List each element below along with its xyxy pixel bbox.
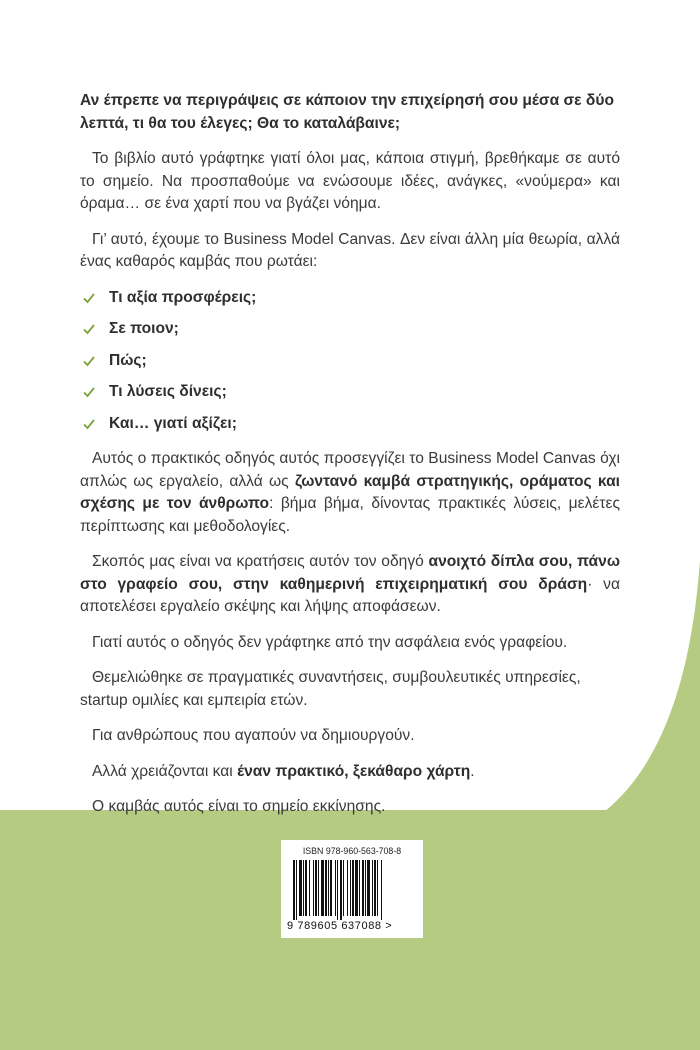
barcode-bars <box>293 860 411 920</box>
list-item: Τι λύσεις δίνεις; <box>80 381 620 404</box>
barcode-digits: 9 789605 637088 > <box>287 920 393 932</box>
paragraph-9: Ο καμβάς αυτός είναι το σημείο εκκίνησης. <box>92 798 386 815</box>
check-icon <box>83 418 95 430</box>
check-icon <box>83 292 95 304</box>
check-icon <box>83 386 95 398</box>
paragraph-6: Θεμελιώθηκε σε πραγματικές συναντήσεις, συμβουλευτικές υπηρεσίες, startup ομιλίες και εμπειρία ετών. <box>80 669 581 709</box>
paragraph-4: Σκοπός μας είναι να κρατήσεις αυτόν τον οδηγό ανοιχτό δίπλα σου, πάνω στο γραφείο σου, στην καθημερινή επιχειρηματική σου δράση· να αποτελέσει εργαλείο σκέψης και λήψης αποφάσεων. <box>80 553 620 615</box>
isbn-label: ISBN 978-960-563-708-8 <box>302 846 402 856</box>
paragraph-8: Αλλά χρειάζονται και έναν πρακτικό, ξεκάθαρο χάρτη. <box>92 762 475 780</box>
intro-question: Αν έπρεπε να περιγράψεις σε κάποιον την επιχείρησή σου μέσα σε δύο λεπτά, τι θα του έλεγες; Θα το καταλάβαινε; <box>80 92 614 132</box>
paragraph-3: Αυτός ο πρακτικός οδηγός αυτός προσεγγίζει το Business Model Canvas όχι απλώς ως εργαλείο, αλλά ως ζωντανό καμβά στρατηγικής, οράματος και σχέσης με τον άνθρωπο: βήμα βήμα, δίνοντας πρακτικές λύσεις, μελέτες περίπτωσης και μεθοδολογίες. <box>80 450 620 535</box>
paragraph-5: Γιατί αυτός ο οδηγός δεν γράφτηκε από την ασφάλεια ενός γραφείου. <box>92 633 568 651</box>
paragraph-1: Το βιβλίο αυτό γράφτηκε γιατί όλοι μας, κάποια στιγμή, βρεθήκαμε σε αυτό το σημείο. Να προσπαθούμε να ενώσουμε ιδέες, ανάγκες, «νούμερα» και όραμα… σε ένα χαρτί που να βγάζει νόημα. <box>80 150 620 212</box>
paragraph-2: Γι’ αυτό, έχουμε το Business Model Canvas. Δεν είναι άλλη μία θεωρία, αλλά ένας καθαρός καμβάς που ρωτάει: <box>80 230 620 270</box>
list-item: Σε ποιον; <box>80 318 620 341</box>
question-checklist <box>80 287 620 436</box>
check-icon <box>83 323 95 335</box>
isbn-barcode <box>281 840 423 938</box>
back-cover-text <box>80 90 620 832</box>
list-item: Και… γιατί αξίζει; <box>80 413 620 436</box>
list-item: Τι αξία προσφέρεις; <box>80 287 620 310</box>
check-icon <box>83 355 95 367</box>
paragraph-7: Για ανθρώπους που αγαπούν να δημιουργούν. <box>92 727 415 744</box>
list-item: Πώς; <box>80 350 620 373</box>
